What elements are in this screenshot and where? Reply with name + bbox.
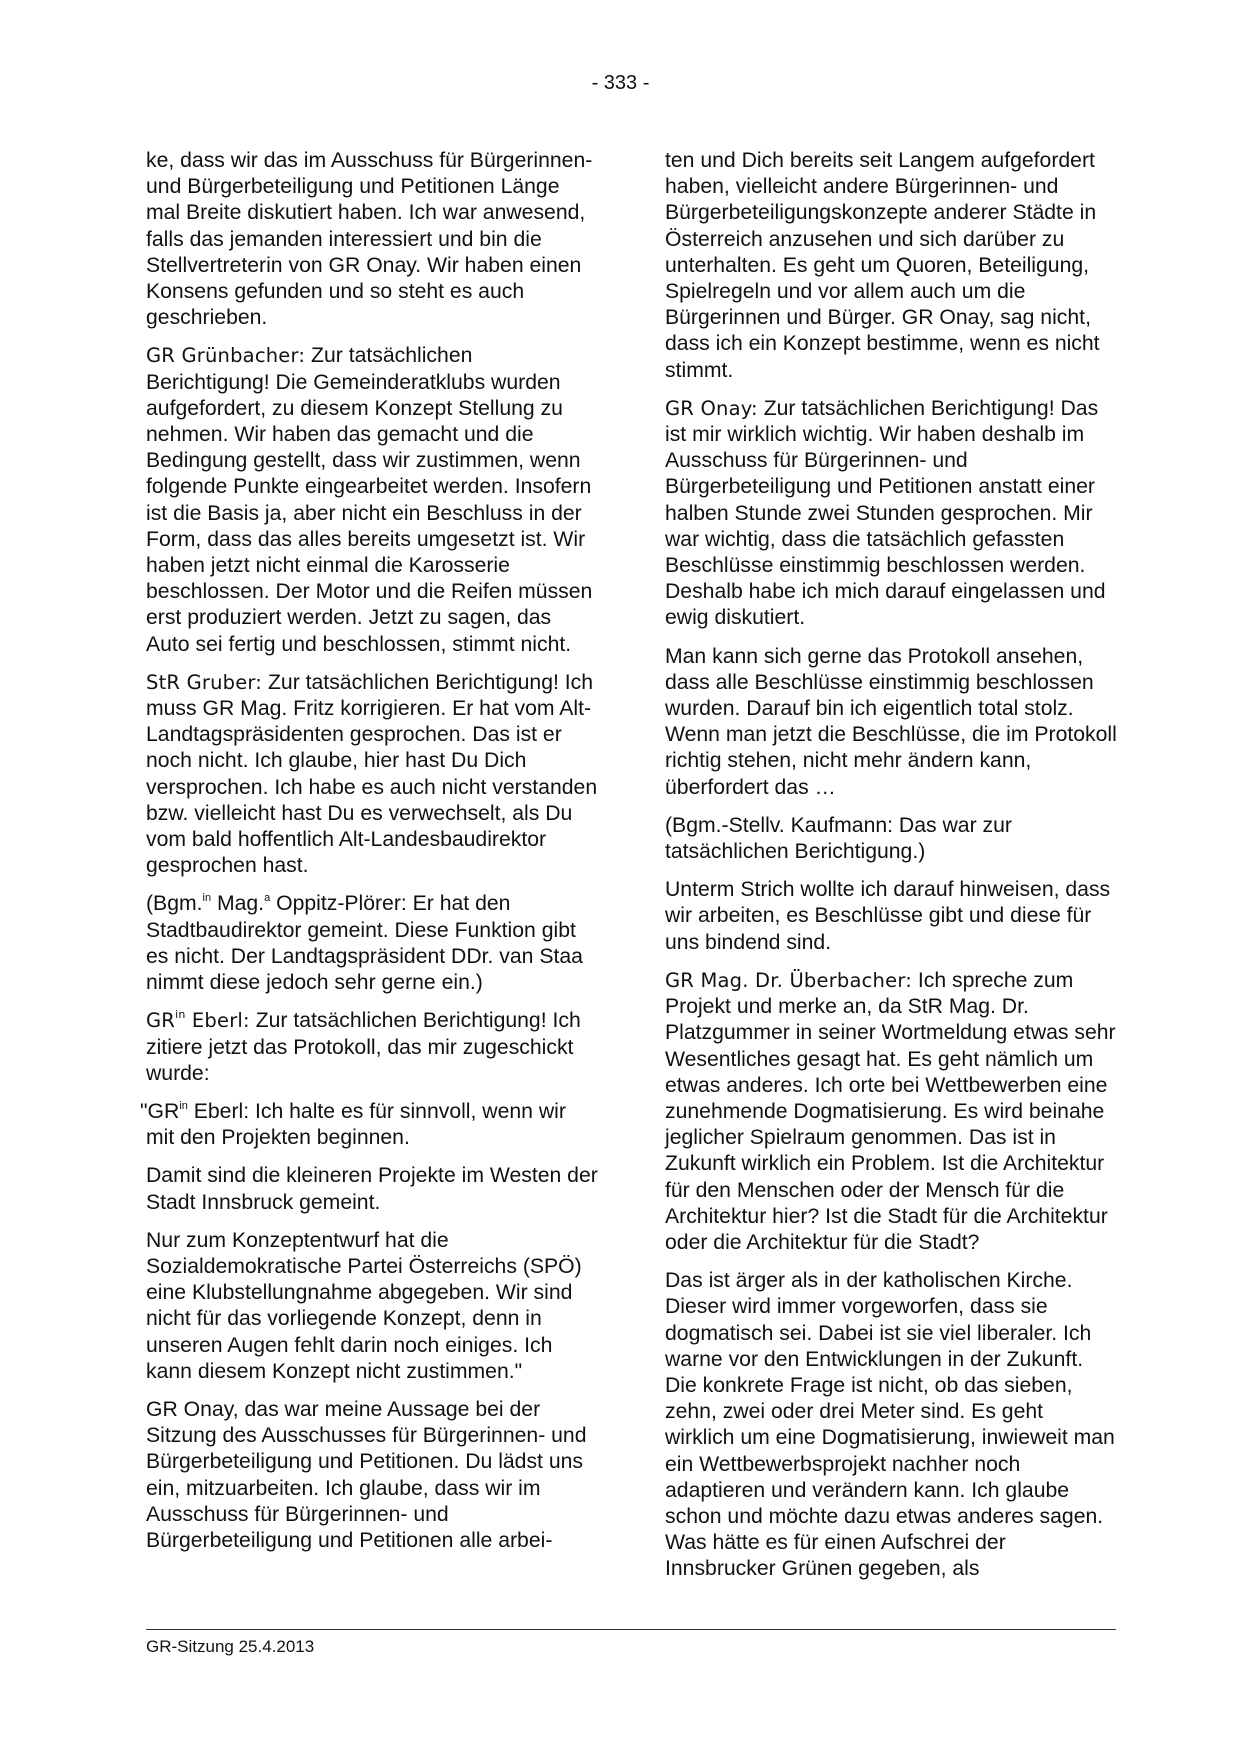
paragraph: [146, 1008, 598, 1087]
paragraph-text: Zur tatsächlichen Berichtigung! Ich muss GR Mag. Fritz korrigieren. Er hat vom Alt-Landtagspräsidenten gesprochen. Das ist er noch nicht. Ich glaube, hier hast Du Dich versprochen. Ich habe es auch nicht verstanden bzw. vielleicht hast Du es verwechselt, als Du vom bald hoffentlich Alt-Landesbaudirektor gesprochen hast.: [146, 670, 598, 878]
footer-divider: [146, 1629, 1116, 1630]
paragraph-text: Zur tatsächlichen Berichtigung! Die Gemeinderatklubs wurden aufgefordert, zu diesem Konzept Stellung zu nehmen. Wir haben das gemacht und die Bedingung gestellt, dass wir zustimmen, wenn folgende Punkte eingearbeitet werden. Insofern ist die Basis ja, aber nicht ein Beschluss in der Form, dass das alles bereits umgesetzt ist. Wir haben jetzt nicht einmal die Karosserie beschlossen. Der Motor und die Reifen müssen erst produziert werden. Jetzt zu sagen, das Auto sei fertig und beschlossen, stimmt nicht.: [146, 344, 593, 656]
paragraph: [146, 891, 598, 996]
paragraph: Unterm Strich wollte ich darauf hinweisen, dass wir arbeiten, es Beschlüsse gibt und diese für uns bindend sind.: [665, 878, 1111, 954]
footer-text: GR-Sitzung 25.4.2013: [146, 1637, 315, 1656]
paragraph: Das ist ärger als in der katholischen Kirche. Dieser wird immer vorgeworfen, dass sie dogmatisch sei. Dabei ist sie viel liberaler. Ich warne vor den Entwicklungen in der Zukunft. Die konkrete Frage ist nicht, ob das sieben, zehn, zwei oder drei Meter sind. Es geht wirklich um eine Dogmatisierung, inwieweit man ein Wettbewerbsprojekt nachher noch adaptieren und verändern kann. Ich glaube schon und möchte dazu etwas anderes sagen. Was hätte es für einen Aufschrei der Innsbrucker Grünen gegeben, als: [665, 1269, 1115, 1581]
paragraph-text: Oppitz-Plörer: Er hat den Stadtbaudirektor gemeint. Diese Funktion gibt es nicht. Der Landtagspräsident DDr. van Staa nimmt diese jedoch sehr gerne ein.): [146, 892, 583, 995]
paragraph: Damit sind die kleineren Projekte im Westen der Stadt Innsbruck gemeint.: [146, 1164, 598, 1214]
speaker-title: GR: [146, 1009, 176, 1033]
paragraph: [665, 968, 1117, 1256]
superscript: in: [202, 892, 212, 905]
paragraph: Nur zum Konzeptentwurf hat die Sozialdemokratische Partei Österreichs (SPÖ) eine Klubstellungnahme abgegeben. Wir sind nicht für das vorliegende Konzept, denn in unseren Augen fehlt darin noch einiges. Ich kann diesem Konzept nicht zustimmen.": [146, 1228, 582, 1383]
paragraph-text: Zur tatsächlichen Berichtigung! Das ist mir wirklich wichtig. Wir haben deshalb im Ausschuss für Bürgerinnen- und Bürgerbeteiligung und Petitionen anstatt einer halben Stunde zwei Stunden gesprochen. Mir war wichtig, dass die tatsächlich gefassten Beschlüsse einstimmig beschlossen werden. Deshalb habe ich mich darauf eingelassen und ewig diskutiert.: [665, 396, 1106, 630]
paragraph: (Bgm.-Stellv. Kaufmann: Das war zur tatsächlichen Berichtigung.): [665, 813, 1012, 864]
paragraph-text: Ich spreche zum Projekt und merke an, da StR Mag. Dr. Platzgummer in seiner Wortmeldung etwas sehr Wesentliches gesagt hat. Es geht nämlich um etwas anderes. Ich orte bei Wettbewerben eine zunehmende Dogmatisierung. Es wird beinahe jeglicher Spielraum genommen. Das ist in Zukunft wirklich ein Problem. Ist die Architektur für den Menschen oder der Mensch für die Architektur hier? Ist die Stadt für die Architektur oder die Architektur für die Stadt?: [665, 968, 1116, 1254]
paragraph: ke, dass wir das im Ausschuss für Bürgerinnen- und Bürgerbeteiligung und Petitionen Länge mal Breite diskutiert haben. Ich war anwesend, falls das jemanden interessiert und bin die Stellvertreterin von GR Onay. Wir haben einen Konsens gefunden und so steht es auch geschrieben.: [146, 149, 593, 330]
page-number: - 333 -: [591, 72, 650, 94]
superscript: in: [175, 1008, 186, 1022]
paragraph-text: Mag.: [211, 892, 265, 916]
speaker-name: [146, 1009, 250, 1032]
paragraph: Man kann sich gerne das Protokoll ansehen, dass alle Beschlüsse einstimmig beschlossen wurden. Darauf bin ich eigentlich total stolz. Wenn man jetzt die Beschlüsse, die im Protokoll richtig stehen, nicht mehr ändern kann, überfordert das …: [665, 644, 1117, 799]
paragraph-text: Eberl: Ich halte es für sinnvoll, wenn wir mit den Projekten beginnen.: [146, 1099, 566, 1150]
paragraph: [146, 670, 598, 880]
paragraph-text: "GR: [140, 1099, 180, 1123]
paragraph: [146, 343, 598, 657]
quote-paragraph: [140, 1099, 598, 1151]
paragraph: GR Onay, das war meine Aussage bei der Sitzung des Ausschusses für Bürgerinnen- und Bürgerbeteiligung und Petitionen. Du lädst uns ein, mitzuarbeiten. Ich glaube, dass wir im Ausschuss für Bürgerinnen- und Bürgerbeteiligung und Petitionen alle arbei-: [146, 1397, 587, 1552]
right-column: [665, 148, 1117, 1595]
paragraph-text: Zur tatsächlichen Berichtigung! Ich zitiere jetzt das Protokoll, das mir zugeschickt wurde:: [146, 1009, 581, 1085]
speaker-name: GR Grünbacher:: [146, 344, 306, 368]
superscript: in: [179, 1099, 188, 1112]
speaker-name: GR Onay:: [665, 396, 758, 420]
speaker-name: GR Mag. Dr. Überbacher:: [665, 968, 912, 992]
superscript: a: [264, 892, 271, 905]
speaker-name: StR Gruber:: [146, 670, 263, 694]
paragraph-text: (Bgm.: [146, 892, 203, 916]
paragraph: [665, 396, 1117, 632]
speaker-surname: Eberl:: [185, 1009, 250, 1033]
paragraph: ten und Dich bereits seit Langem aufgefordert haben, vielleicht andere Bürgerinnen- und Bürgerbeteiligungskonzepte anderer Städte in Österreich anzusehen und sich darüber zu unterhalten. Es geht um Quoren, Beteiligung, Spielregeln und vor allem auch um die Bürgerinnen und Bürger. GR Onay, sag nicht, dass ich ein Konzept bestimme, wenn es nicht stimmt.: [665, 149, 1100, 382]
left-column: [140, 148, 598, 1566]
